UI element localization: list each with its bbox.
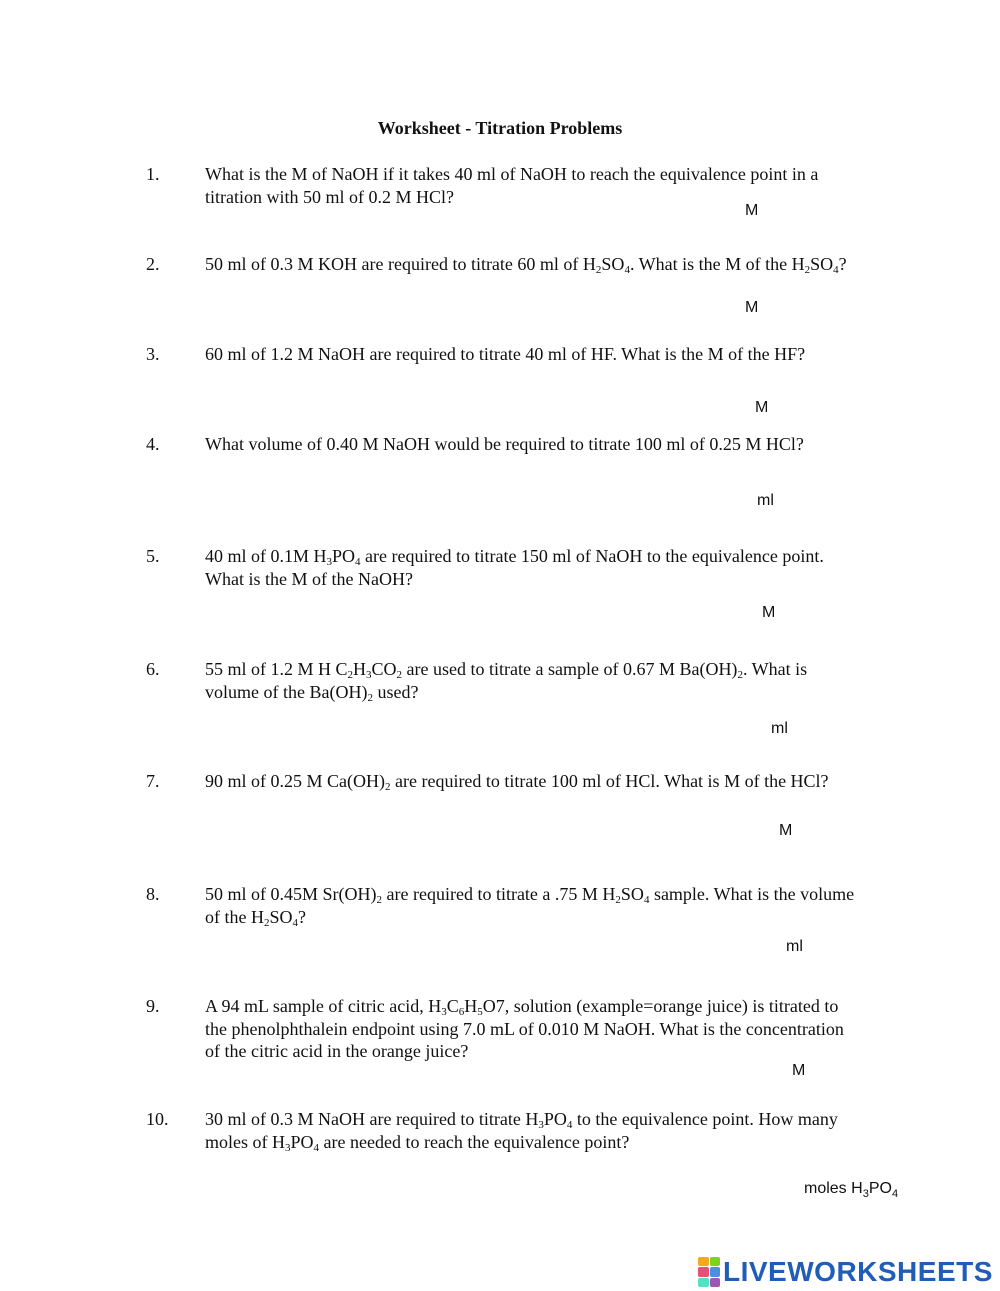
subscript: 4 bbox=[292, 916, 298, 929]
liveworksheets-brand bbox=[698, 1255, 993, 1289]
question-text bbox=[205, 343, 855, 366]
subscript: 3 bbox=[862, 1188, 869, 1200]
answer-unit-label: M bbox=[779, 822, 793, 839]
subscript: 3 bbox=[285, 1141, 291, 1154]
text-segment: SO bbox=[620, 884, 644, 904]
subscript: 2 bbox=[263, 916, 270, 929]
text-segment: 90 ml of 0.25 M Ca(OH) bbox=[205, 771, 385, 791]
answer-unit-label: ml bbox=[786, 938, 803, 955]
question-text bbox=[205, 253, 855, 276]
question-number: 3. bbox=[146, 344, 160, 364]
text-segment: A 94 mL sample of citric acid, H bbox=[205, 996, 442, 1016]
text-segment: ? bbox=[298, 906, 306, 927]
subscript: 2 bbox=[396, 669, 403, 681]
text-segment: . What is the M of the H bbox=[629, 254, 805, 274]
worksheet-title: Worksheet - Titration Problems bbox=[377, 118, 623, 138]
subscript: 4 bbox=[833, 264, 839, 276]
subscript: 2 bbox=[384, 781, 391, 793]
question-number: 8. bbox=[146, 884, 160, 904]
subscript: 3 bbox=[326, 556, 332, 568]
subscript: 2 bbox=[347, 669, 354, 681]
logo-tile bbox=[710, 1278, 721, 1287]
answer-unit-label: M bbox=[762, 604, 776, 621]
question-number: 7. bbox=[146, 771, 160, 791]
answer-unit-label bbox=[804, 1180, 898, 1198]
answer-unit-label: M bbox=[755, 399, 769, 416]
question-text bbox=[205, 545, 855, 590]
text-segment: PO bbox=[332, 546, 356, 566]
question-text bbox=[205, 883, 855, 928]
answer-unit-label: M bbox=[745, 202, 759, 219]
text-segment: used? bbox=[372, 681, 419, 702]
text-segment: 50 ml of 0.45M Sr(OH) bbox=[205, 884, 377, 904]
text-segment: C bbox=[446, 996, 459, 1016]
text-segment: to the equivalence point. How many moles of H bbox=[205, 1109, 838, 1152]
question-text bbox=[205, 995, 855, 1063]
text-segment: 60 ml of 1.2 M NaOH are required to titrate 40 ml of HF. What is the M of the HF? bbox=[205, 344, 806, 364]
question-text bbox=[205, 433, 855, 456]
answer-unit-label: M bbox=[792, 1062, 806, 1079]
text-segment: . What is volume of the Ba(OH) bbox=[205, 659, 808, 702]
text-segment: CO bbox=[371, 659, 397, 679]
text-segment: SO bbox=[810, 254, 834, 274]
subscript: 5 bbox=[477, 1006, 483, 1018]
text-segment: SO bbox=[601, 254, 625, 274]
text-segment: ? bbox=[838, 254, 847, 274]
subscript: 4 bbox=[643, 894, 650, 906]
logo-tile bbox=[698, 1278, 709, 1287]
text-segment: PO bbox=[543, 1109, 567, 1129]
question-number: 1. bbox=[146, 164, 160, 184]
subscript: 6 bbox=[458, 1006, 465, 1018]
question-number: 9. bbox=[146, 996, 160, 1016]
text-segment: 30 ml of 0.3 M NaOH are required to titrate H bbox=[205, 1109, 539, 1129]
subscript: 4 bbox=[313, 1141, 320, 1154]
subscript: 4 bbox=[566, 1119, 573, 1131]
question-number: 5. bbox=[146, 546, 160, 566]
text-segment: are used to titrate a sample of 0.67 M Ba(OH) bbox=[402, 659, 738, 679]
question-text bbox=[205, 1108, 855, 1153]
text-segment: PO bbox=[290, 1131, 314, 1152]
answer-unit-label: ml bbox=[757, 492, 774, 509]
text-segment: 40 ml of 0.1M H bbox=[205, 546, 327, 566]
logo-tile bbox=[710, 1267, 721, 1276]
question-text bbox=[205, 658, 855, 703]
logo-tile bbox=[698, 1257, 709, 1266]
subscript: 2 bbox=[595, 264, 602, 276]
question-number: 2. bbox=[146, 254, 160, 274]
subscript: 3 bbox=[366, 669, 372, 681]
question-number: 6. bbox=[146, 659, 160, 679]
subscript: 2 bbox=[376, 894, 382, 906]
subscript: 2 bbox=[737, 669, 743, 681]
text-segment: 50 ml of 0.3 M KOH are required to titrate 60 ml of H bbox=[205, 254, 596, 274]
answer-unit-label: ml bbox=[771, 720, 788, 737]
logo-tile bbox=[698, 1267, 709, 1276]
subscript: 3 bbox=[441, 1006, 447, 1018]
text-segment: SO bbox=[269, 906, 293, 927]
subscript: 2 bbox=[367, 691, 373, 704]
subscript: 4 bbox=[624, 264, 630, 276]
text-segment: O7, solution (example=orange juice) is titrated to the phenolphthalein endpoint using 7.0 mL of 0.010 M NaOH. What is the concentration of the citric acid in the orange juice? bbox=[205, 996, 844, 1061]
text-segment: PO bbox=[868, 1180, 892, 1197]
text-segment: are required to titrate 100 ml of HCl. What is M of the HCl? bbox=[390, 771, 829, 791]
subscript: 2 bbox=[615, 894, 621, 906]
text-segment: H bbox=[464, 996, 478, 1016]
answer-unit-label: M bbox=[745, 299, 759, 316]
text-segment: What volume of 0.40 M NaOH would be required to titrate 100 ml of 0.25 M HCl? bbox=[205, 434, 804, 454]
text-segment: moles H bbox=[804, 1180, 863, 1197]
brand-name: LIVEWORKSHEETS bbox=[723, 1256, 993, 1287]
text-segment: 55 ml of 1.2 M H C bbox=[205, 659, 348, 679]
text-segment: are required to titrate a .75 M H bbox=[382, 884, 616, 904]
subscript: 4 bbox=[891, 1188, 899, 1200]
question-number: 10. bbox=[146, 1109, 169, 1129]
subscript: 3 bbox=[538, 1119, 544, 1131]
liveworksheets-logo-icon bbox=[698, 1257, 720, 1287]
text-segment: are required to titrate 150 ml of NaOH to the equivalence point. What is the M of the NaOH? bbox=[205, 546, 824, 589]
logo-tile bbox=[710, 1257, 721, 1266]
text-segment: are needed to reach the equivalence point? bbox=[319, 1131, 630, 1152]
text-segment: H bbox=[353, 659, 367, 679]
question-text bbox=[205, 770, 855, 793]
question-number: 4. bbox=[146, 434, 160, 454]
subscript: 2 bbox=[804, 264, 811, 276]
text-segment: What is the M of NaOH if it takes 40 ml of NaOH to reach the equivalence point in a titration with 50 ml of 0.2 M HCl? bbox=[205, 164, 819, 207]
subscript: 4 bbox=[355, 556, 361, 568]
text-segment: sample. What is the volume of the H bbox=[205, 884, 855, 927]
